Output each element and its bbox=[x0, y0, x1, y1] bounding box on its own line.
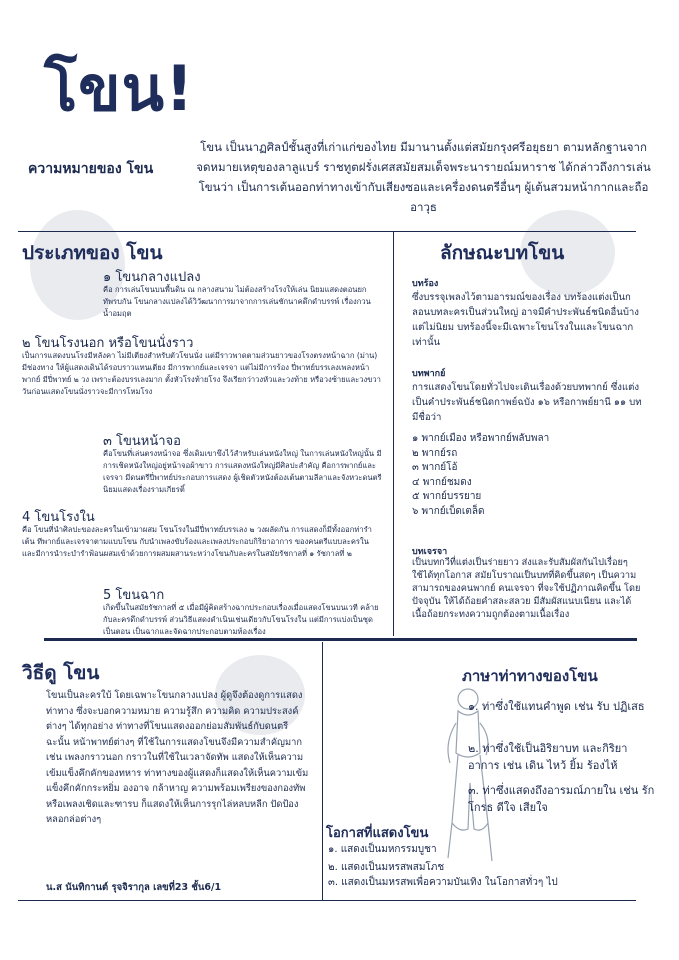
occasion-item-1: ๑. แสดงเป็นมหกรรมบูชา bbox=[328, 844, 437, 855]
song-label: บทร้อง bbox=[412, 279, 439, 289]
type-4-title: 4 โขนโรงใน bbox=[22, 510, 95, 525]
type-2-body: เป็นการแสดงบนโรงมีหลังคา ไม่มีเตียงสำหรับตัวโขนนั่ง แต่มีราวพาดตามส่วนยาวของโรงตรงหน้าฉาก (ม่าน) มีช่องทาง ให้ผู้แสดงเดินได้รอบราวแทนเตียง มีการพากย์และเจรจา แต่ไม่มีการร้อง ปี่พาทย์บรรเลงเพลงหน้าพากย์ มีปี่พาทย์ ๒ วง เพราะต้องบรรเลงมาก ตั้งหัวโรงท้ายโรง จึงเรียกว่าวงหัวและวงท้าย หรือวงซ้ายและวงขวา วันก่อนแสดงโขนนั่งราวจะมีการโหมโรง bbox=[22, 351, 381, 396]
features-heading: ลักษณะบทโขน bbox=[440, 242, 565, 264]
narration-item: ๔ พากย์ชมดง bbox=[412, 476, 472, 488]
type-3-title: ๓ โขนหน้าจอ bbox=[103, 434, 181, 449]
author-credit: น.ส นันทิกานต์ รุจจิรากุล เลขที่23 ชั้น6/1 bbox=[46, 882, 222, 893]
narration-item: ๕ พากย์บรรยาย bbox=[412, 491, 482, 503]
page-title: โขน! bbox=[44, 52, 195, 125]
divider-bottom bbox=[18, 900, 636, 901]
song-text: ซึ่งบรรจุเพลงไว้ตามอารมณ์ของเรื่อง บทร้องแต่งเป็นกลอนบทละครเป็นส่วนใหญ่ อาจมีคำประพันธ์ชนิดอื่นบ้างแต่ไม่นิยม บทร้องนี้จะมีเฉพาะโขนโรงในและโขนฉากเท่านั้น bbox=[412, 292, 639, 348]
divider-center-bottom bbox=[322, 642, 323, 900]
occasion-item-2: ๒. แสดงเป็นมหรสพสมโภช bbox=[328, 862, 445, 873]
posture-item-2: ๒. ท่าซึ่งใช้เป็นอิริยาบท และกิริยาอาการ เช่น เดิน ไหว้ ยิ้ม ร้องไห้ bbox=[468, 742, 628, 772]
narration-text: การแสดงโขนโดยทั่วไปจะเดินเรื่องด้วยบทพากย์ ซึ่งแต่งเป็นคำประพันธ์ชนิดกาพย์ฉบัง ๑๖ หรือกาพย์ยานี ๑๑ บท มีชื่อว่า bbox=[412, 382, 642, 423]
narration-item: ๒ พากย์รถ bbox=[412, 447, 458, 459]
type-5-body: เกิดขึ้นในสมัยรัชกาลที่ ๕ เมื่อมีผู้คิดสร้างฉากประกอบเรื่องเมื่อแสดงโขนบนเวที คล้ายกับละครดึกดำบรรพ์ ส่วนวิธีแสดงดำเนินเช่นเดียวกับโขนโรงใน แต่มีการแบ่งเป็นชุดเป็นตอน เป็นฉากและจัดฉากประกอบตามท้องเรื่อง bbox=[103, 603, 379, 636]
narration-item: ๓ พากย์โอ้ bbox=[412, 462, 458, 474]
type-2-title: ๒ โขนโรงนอก หรือโขนนั่งราว bbox=[22, 336, 194, 351]
type-5-title: 5 โขนฉาก bbox=[103, 588, 165, 603]
type-1-title: ๑ โขนกลางแปลง bbox=[103, 270, 201, 285]
watch-heading: วิธีดู โขน bbox=[22, 662, 100, 684]
occasion-item-3: ๓. แสดงเป็นมหรสพเพื่อความบันเทิง ในโอกาสทั่วๆ ไป bbox=[328, 877, 558, 888]
meaning-label: ความหมายของ โขน bbox=[28, 161, 154, 177]
dialogue-text: เป็นบทกวีที่แต่งเป็นร่ายยาว ส่งและรับสัมผัสกันไปเรื่อยๆ ใช้ได้ทุกโอกาส สมัยโบราณเป็นบทที่คิดขึ้นสดๆ เป็นความสามารถของคนพากย์ คนเจรจา ที่จะใช้ปฏิภาณคิดขึ้น โดยปัจจุบัน ให้ได้ถ้อยคำสละสลวย มีสัมผัสแนบเนียน และได้เนื้อถ้อยกระทงความถูกต้องตามเนื้อเรื่อง bbox=[412, 557, 641, 620]
divider-top bbox=[18, 231, 636, 232]
dialogue-label: บทเจรจา bbox=[412, 547, 448, 557]
type-4-body: คือ โขนที่นำศิลปะของละครในเข้ามาผสม โขนโรงในมีปี่พาทย์บรรเลง ๒ วงผลัดกัน การแสดงก็มีทั้งออกท่ารำเต้น ทีพากย์และเจรจาตามแบบโขน กับนำเพลงขับร้องและเพลงประกอบกิริยาอาการ ของคนตรีแบบละครใน และมีการนำระบำรำฟ้อนผสมเข้าด้วยการผสมผสานระหว่างโขนกับละครในสมัยรัชกาลที่ ๑ รัชกาลที่ ๒ bbox=[22, 525, 372, 558]
narration-item: ๑ พากย์เมือง หรือพากย์พลับพลา bbox=[412, 433, 550, 444]
occasion-heading: โอกาสที่แสดงโขน bbox=[326, 826, 429, 841]
divider-center-top bbox=[393, 231, 394, 636]
narration-item: ๖ พากย์เบ็ดเตล็ด bbox=[412, 505, 485, 517]
narration-label: บทพากย์ bbox=[412, 369, 446, 379]
posture-item-3: ๓. ท่าซึ่งแสดงถึงอารมณ์ภายใน เช่น รัก โกรธ ดีใจ เสียใจ bbox=[468, 784, 655, 814]
divider-middle bbox=[44, 638, 637, 641]
type-1-body: คือ การเล่นโขนบนพื้นดิน ณ กลางสนาม ไม่ต้องสร้างโรงให้เล่น นิยมแสดงตอนยกทัพรบกัน โขนกลางแปลงได้วิวัฒนาการมาจากการเล่นชักนาคดึกดำบรรพ์ เรื่องกวนน้ำอมฤต bbox=[103, 285, 371, 318]
posture-heading: ภาษาท่าทางของโขน bbox=[462, 667, 598, 685]
intro-text: โขน เป็นนาฏศิลป์ชั้นสูงที่เก่าแก่ของไทย มีมานานตั้งแต่สมัยกรุงศรีอยุธยา ตามหลักฐานจากจดหมายเหตุของลาลูแบร์ ราชทูตฝรั่งเศสสมัยสมเด็จพระนารายณ์มหาราช ได้กล่าวถึงการเล่นโขนว่า เป็นการเต้นออกท่าทางเข้ากับเสียงซอและเครื่องดนตรีอื่นๆ ผู้เต้นสวมหน้ากากและถืออาวุธ bbox=[196, 140, 651, 214]
types-heading: ประเภทของ โขน bbox=[22, 242, 163, 264]
watch-body: โขนเป็นละครใบ้ โดยเฉพาะโขนกลางแปลง ผู้ดูจึงต้องดูการแสดงท่าทาง ซึ่งจะบอกความหมาย ความรู้สึก ความคิด ความประสงค์ต่างๆ ได้ทุกอย่าง ท่าทางที่โขนแสดงออกย่อมสัมพันธ์กับดนตรี ฉะนั้น หน้าพาทย์ต่างๆ ที่ใช้ในการแสดงโขนจึงมีความสำคัญมาก เช่น เพลงกราวนอก กราวในที่ใช้ในเวลาจัดทัพ แสดงให้เห็นความเข้มแข็งคึกคักของทหาร ท่าทางของผู้แสดงก็แสดงให้เห็นความเข้มแข็งคึกคักกระหยิ่ม องอาจ กล้าหาญ ความพร้อมเพรียงของกองทัพ หรือเพลงเชิดและฑารบ ก็แสดงให้เห็นการรุกไล่หลบหลีก ปัดป้อง หลอกล่อต่างๆ bbox=[46, 690, 309, 825]
narration-list bbox=[412, 432, 642, 520]
posture-item-1: ๑. ท่าซึ่งใช้แทนคำพูด เช่น รับ ปฏิเสธ bbox=[468, 700, 645, 713]
type-3-body: คือโขนที่เล่นตรงหน้าจอ ซึ่งเดิมเขาขึงไว้สำหรับเล่นหนังใหญ่ ในการเล่นหนังใหญ่นั้น มีการเชิดหนังใหญ่อยู่หน้าจอผ้าขาว การแสดงหนังใหญ่มีศิลปะสำคัญ คือการพากย์และเจรจา มีดนตรีปี่พาทย์ประกอบการแสดง ผู้เชิดตัวหนังต้องเต้นตามลีลาและจังหวะดนตรี นิยมแสดงเรื่องรามเกียรติ์ bbox=[103, 449, 382, 494]
